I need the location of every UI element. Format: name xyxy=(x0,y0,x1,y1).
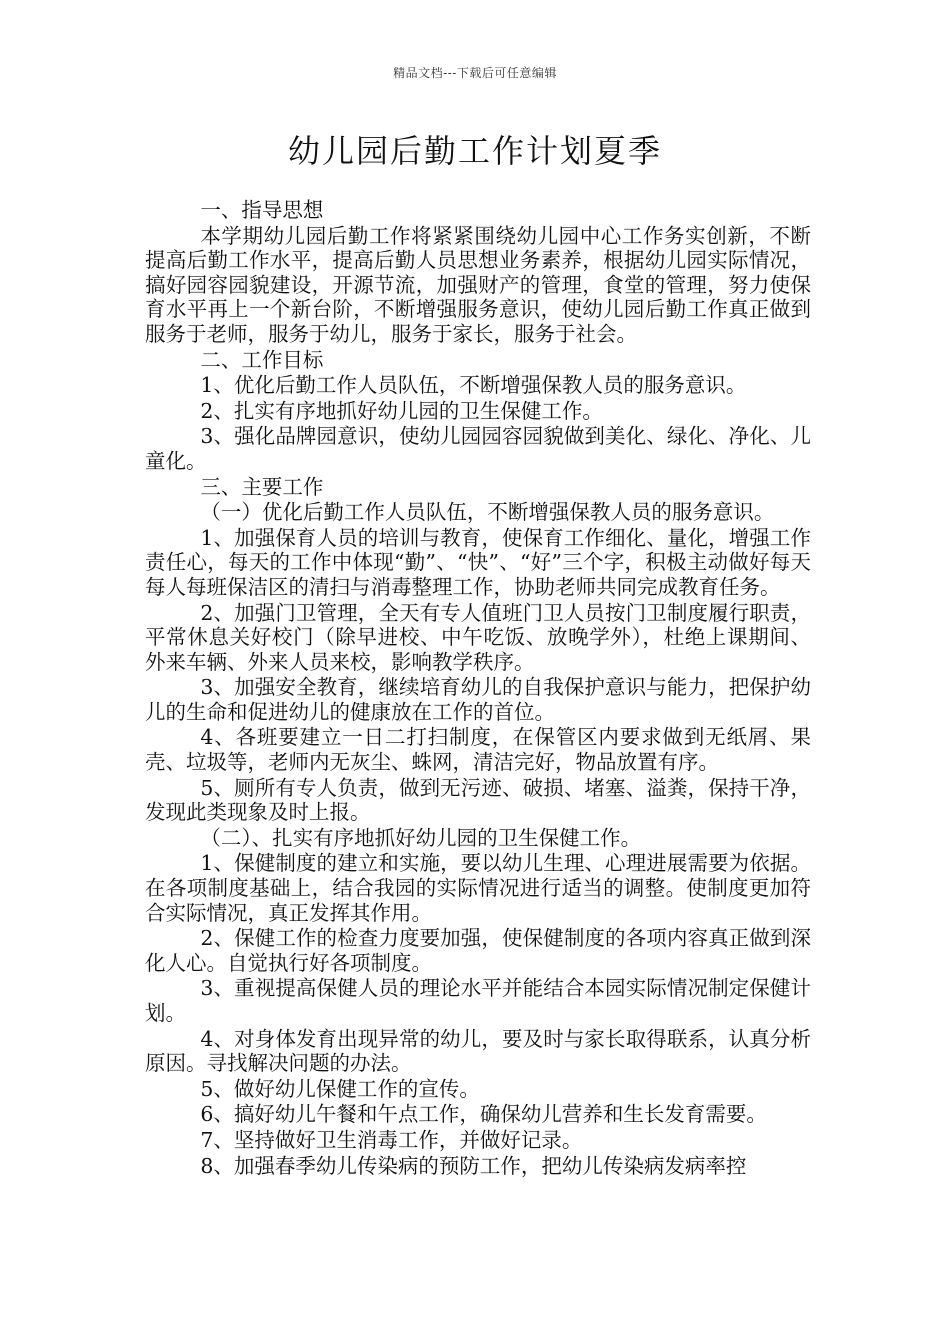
subsection-heading: （一）优化后勤工作人员队伍，不断增强保教人员的服务意识。 xyxy=(200,500,775,525)
list-item: 2、扎实有序地抓好幼儿园的卫生保健工作。 xyxy=(200,398,603,423)
list-item: 2、加强门卫管理，全天有专人值班门卫人员按门卫制度履行职责，平常休息关好校门（除早进校、中午吃饭、放晚学外），杜绝上课期间、外来车辆、外来人员来校，影响教学秩序。 xyxy=(145,600,811,674)
list-item: 2、保健工作的检查力度要加强，使保健制度的各项内容真正做到深化人心。自觉执行好各项制度。 xyxy=(145,926,811,975)
document-body xyxy=(145,198,811,1179)
list-item: 4、各班要建立一日二打扫制度，在保管区内要求做到无纸屑、果壳、垃圾等，老师内无灰尘、蛛网，清洁完好，物品放置有序。 xyxy=(145,725,811,775)
list-item: 1、优化后勤工作人员队伍，不断增强保教人员的服务意识。 xyxy=(200,373,747,398)
list-item: 5、做好幼儿保健工作的宣传。 xyxy=(200,1076,480,1101)
list-item: 5、厕所有专人负责，做到无污迹、破损、堵塞、溢粪，保持干净，发现此类现象及时上报。 xyxy=(145,775,811,825)
section-heading-guiding-ideology: 一、指导思想 xyxy=(200,198,324,222)
section-heading-work-goals: 二、工作目标 xyxy=(200,347,324,372)
document-title: 幼儿园后勤工作计划夏季 xyxy=(287,132,662,170)
list-item: 3、重视提高保健人员的理论水平并能结合本园实际情况制定保健计划。 xyxy=(145,976,811,1025)
page-header-watermark: 精品文档---下载后可任意编辑 xyxy=(393,66,557,80)
list-item: 7、坚持做好卫生消毒工作，并做好记录。 xyxy=(200,1127,583,1152)
list-item: 1、加强保育人员的培训与教育，使保育工作细化、量化，增强工作责任心，每天的工作中体现“勤”、“快”、“好”三个字，积极主动做好每天每人每班保洁区的清扫与消毒整理工作，协助老师共同完成教育任务。 xyxy=(145,525,811,599)
section-heading-main-work: 三、主要工作 xyxy=(200,474,324,499)
paragraph: 本学期幼儿园后勤工作将紧紧围绕幼儿园中心工作务实创新，不断提高后勤工作水平，提高后勤人员思想业务素养，根据幼儿园实际情况，搞好园容园貌建设，开源节流，加强财产的管理，食堂的管理，努力使保育水平再上一个新台阶，不断增强服务意识，使幼儿园后勤工作真正做到服务于老师，服务于幼儿，服务于家长，服务于社会。 xyxy=(145,223,811,346)
list-item: 8、加强春季幼儿传染病的预防工作，把幼儿传染病发病率控 xyxy=(200,1153,747,1178)
list-item: 4、对身体发育出现异常的幼儿，要及时与家长取得联系，认真分析原因。寻找解决问题的办法。 xyxy=(145,1026,811,1076)
list-item: 6、搞好幼儿午餐和午点工作，确保幼儿营养和生长发育需要。 xyxy=(200,1102,767,1127)
subsection-heading: （二）、扎实有序地抓好幼儿园的卫生保健工作。 xyxy=(200,825,642,850)
list-item: 3、强化品牌园意识，使幼儿园园容园貌做到美化、绿化、净化、儿童化。 xyxy=(145,424,811,473)
list-item: 3、加强安全教育，继续培育幼儿的自我保护意识与能力，把保护幼儿的生命和促进幼儿的健康放在工作的首位。 xyxy=(145,675,811,724)
list-item: 1、保健制度的建立和实施，要以幼儿生理、心理进展需要为依据。在各项制度基础上，结合我园的实际情况进行适当的调整。使制度更加符合实际情况，真正发挥其作用。 xyxy=(145,851,811,925)
